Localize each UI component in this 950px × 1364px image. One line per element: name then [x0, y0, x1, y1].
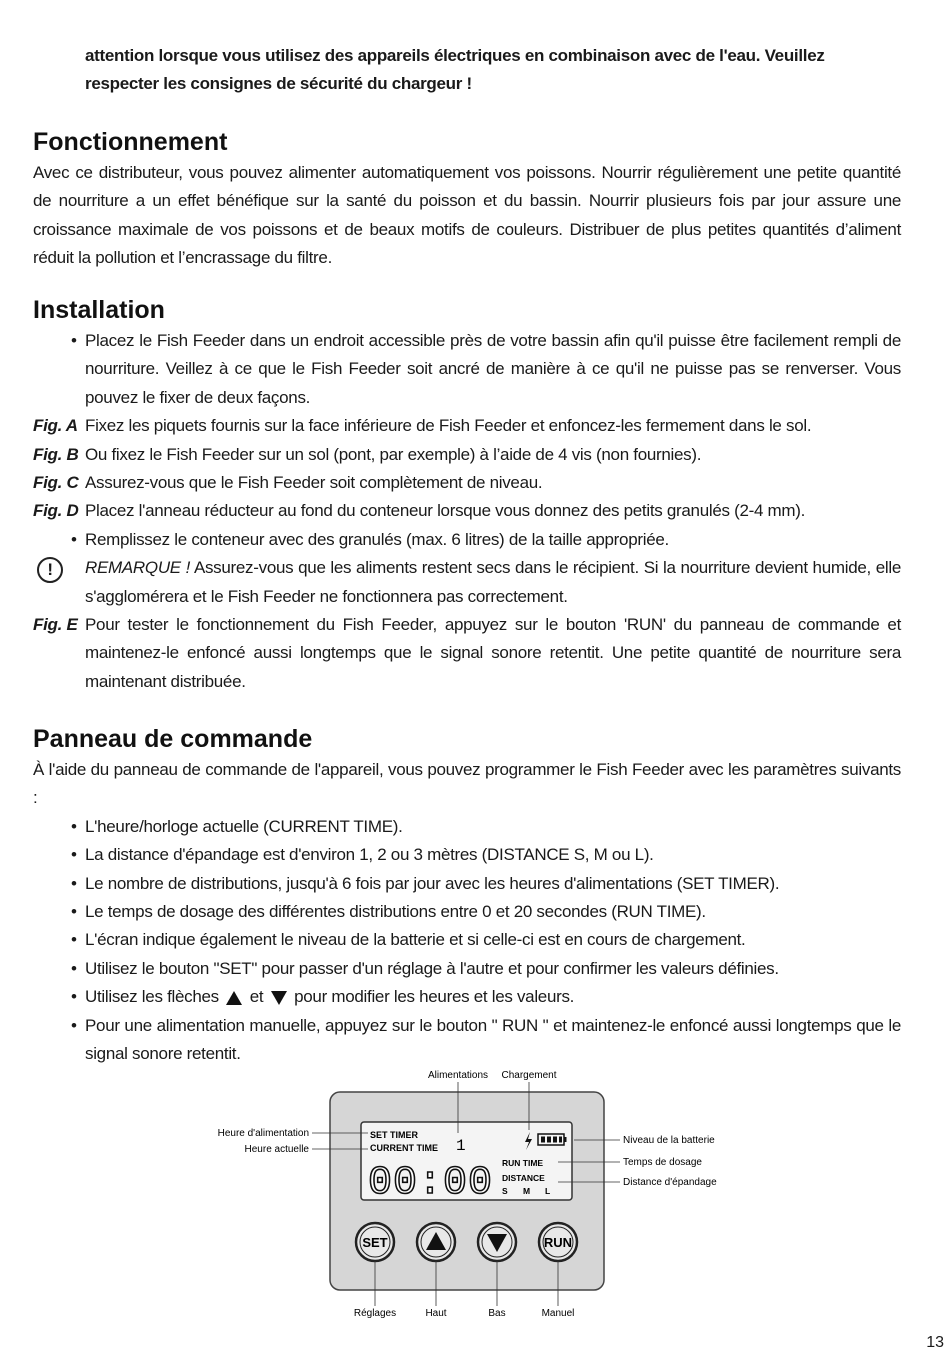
list-item-text: Placez l'anneau réducteur au fond du conteneur lorsque vous donnez des petits granulés (2-4 mm).	[85, 501, 806, 521]
panneau-intro: À l'aide du panneau de commande de l'appareil, vous pouvez programmer le Fish Feeder avec les paramètres suivants :	[33, 760, 901, 808]
list-item	[33, 327, 901, 412]
lcd-time: 00:00	[368, 1161, 494, 1206]
list-item	[33, 983, 901, 1011]
label-chargement: Chargement	[501, 1070, 557, 1081]
list-item	[33, 926, 901, 954]
list-item-text: Pour une alimentation manuelle, appuyez sur le bouton " RUN " et maintenez-le enfoncé aussi longtemps que le signal sonore retentit.	[85, 1015, 901, 1064]
note-label: REMARQUE !	[85, 558, 191, 578]
list-item-text: Remplissez le conteneur avec des granulés (max. 6 litres) de la taille appropriée.	[85, 529, 669, 549]
fig-label: Fig. B	[33, 444, 79, 464]
arrow-down-icon	[271, 991, 287, 1005]
note-text: Assurez-vous que les aliments restent secs dans le récipient. Si la nourriture devient humide, elle s'agglomérera et le Fish Feeder ne fonctionnera pas correctement.	[85, 558, 902, 606]
bullet: •	[71, 816, 77, 836]
list-item-text: pour modifier les heures et les valeurs.	[289, 987, 575, 1007]
label-alimentations: Alimentations	[427, 1070, 489, 1081]
panneau-section	[33, 756, 901, 1068]
list-item	[33, 898, 901, 926]
exclamation-circle-icon: !	[37, 557, 63, 583]
note-item	[33, 554, 901, 611]
fig-label: Fig. C	[33, 473, 79, 493]
lcd-set-timer: SET TIMER	[370, 1130, 419, 1140]
bullet: •	[71, 529, 77, 549]
bullet: •	[71, 930, 77, 950]
run-button-label: RUN	[543, 1235, 573, 1250]
set-button-label: SET	[362, 1235, 388, 1250]
heading-fonctionnement: Fonctionnement	[33, 128, 228, 156]
label-manuel: Manuel	[541, 1308, 575, 1319]
lcd-distance-m: M	[523, 1186, 531, 1196]
list-item-text: Utilisez les flèches	[85, 987, 224, 1007]
label-temps-dosage: Temps de dosage	[623, 1157, 702, 1168]
list-item	[33, 412, 901, 440]
label-distance-epandage: Distance d'épandage	[623, 1177, 717, 1188]
list-item-text: Le temps de dosage des différentes distributions entre 0 et 20 secondes (RUN TIME).	[85, 902, 706, 922]
list-item-text: L'heure/horloge actuelle (CURRENT TIME).	[85, 816, 403, 836]
installation-list	[33, 327, 901, 696]
lcd-distance-s: S	[502, 1186, 508, 1196]
bullet: •	[71, 987, 77, 1007]
panneau-list	[33, 813, 901, 1069]
bullet: •	[71, 845, 77, 865]
bullet: •	[71, 331, 77, 350]
label-bas: Bas	[488, 1308, 506, 1319]
label-heure-actuelle: Heure actuelle	[244, 1144, 309, 1155]
list-item-text: Ou fixez le Fish Feeder sur un sol (pont, par exemple) à l’aide de 4 vis (non fournies).	[85, 444, 702, 464]
arrow-up-icon	[226, 991, 242, 1005]
list-item	[33, 526, 901, 554]
bullet: •	[71, 958, 77, 978]
list-item	[33, 497, 901, 525]
list-item-text: Fixez les piquets fournis sur la face inférieure de Fish Feeder et enfoncez-les fermement dans le sol.	[85, 416, 812, 436]
list-item-text: Utilisez le bouton "SET" pour passer d'un réglage à l'autre et pour confirmer les valeurs définies.	[85, 958, 779, 978]
heading-panneau: Panneau de commande	[33, 725, 313, 753]
bullet: •	[71, 873, 77, 893]
label-heure-alimentation: Heure d'alimentation	[217, 1128, 309, 1139]
bullet: •	[71, 1015, 77, 1035]
list-item-text: L'écran indique également le niveau de la batterie et si celle-ci est en cours de chargement.	[85, 930, 746, 950]
list-item	[33, 441, 901, 469]
fonctionnement-text: Avec ce distributeur, vous pouvez alimenter automatiquement vos poissons. Nourrir régulièrement une petite quantité de nourriture a un effet bénéfique sur la santé du poisson et du bassin. Nourrir plusieurs fois par jour assure une croissance maximale de vos poissons et de beaux motifs de couleurs. Distribuer de plus petites quantités d’aliment réduit la pollution et l’encrassage du filtre.	[33, 163, 901, 268]
list-item-text: Placez le Fish Feeder dans un endroit accessible près de votre bassin afin qu'il puisse être facilement rempli de nourriture. Veillez à ce que le Fish Feeder soit ancré de manière à ce qu'il ne puisse pas se renverser. Vous pouvez le fixer de deux façons.	[85, 331, 901, 407]
fig-label: Fig. D	[33, 501, 79, 521]
lcd-distance-l: L	[545, 1186, 551, 1196]
lcd-current-time: CURRENT TIME	[370, 1143, 438, 1153]
list-item-text: et	[245, 987, 268, 1007]
lcd-distance: DISTANCE	[502, 1173, 545, 1183]
list-item-text: Pour tester le fonctionnement du Fish Feeder, appuyez sur le bouton 'RUN' du panneau de commande et maintenez-le enfoncé aussi longtemps que le signal sonore retentit. Une petite quantité de nourriture sera maintenant distribuée.	[85, 615, 901, 691]
set-button[interactable]	[356, 1223, 394, 1261]
label-haut: Haut	[425, 1308, 447, 1319]
list-item	[33, 813, 901, 841]
lcd-feed-count: 1	[456, 1137, 466, 1155]
bullet: •	[71, 902, 77, 922]
list-item	[33, 870, 901, 898]
list-item-text: La distance d'épandage est d'environ 1, 2 ou 3 mètres (DISTANCE S, M ou L).	[85, 845, 654, 865]
list-item	[33, 955, 901, 983]
fig-label: Fig. A	[33, 416, 78, 436]
run-button[interactable]	[539, 1223, 577, 1261]
fig-label: Fig. E	[33, 615, 78, 635]
safety-notice: attention lorsque vous utilisez des appareils électriques en combinaison avec de l'eau. Veuillez respecter les consignes de sécurité du chargeur !	[85, 46, 825, 94]
list-item-text: Le nombre de distributions, jusqu'à 6 fois par jour avec les heures d'alimentations (SET TIMER).	[85, 873, 780, 893]
control-panel-diagram	[0, 1060, 950, 1330]
fonctionnement-paragraph	[33, 159, 901, 273]
label-niveau-batterie: Niveau de la batterie	[623, 1135, 715, 1146]
page-number: 13	[926, 1334, 944, 1351]
list-item-text: Assurez-vous que le Fish Feeder soit complètement de niveau.	[85, 473, 543, 493]
label-reglages: Réglages	[353, 1308, 397, 1319]
up-button[interactable]	[417, 1223, 455, 1261]
list-item	[33, 469, 901, 497]
heading-installation: Installation	[33, 296, 165, 324]
list-item	[33, 611, 901, 696]
list-item	[33, 841, 901, 869]
down-button[interactable]	[478, 1223, 516, 1261]
lcd-run-time: RUN TIME	[502, 1158, 544, 1168]
